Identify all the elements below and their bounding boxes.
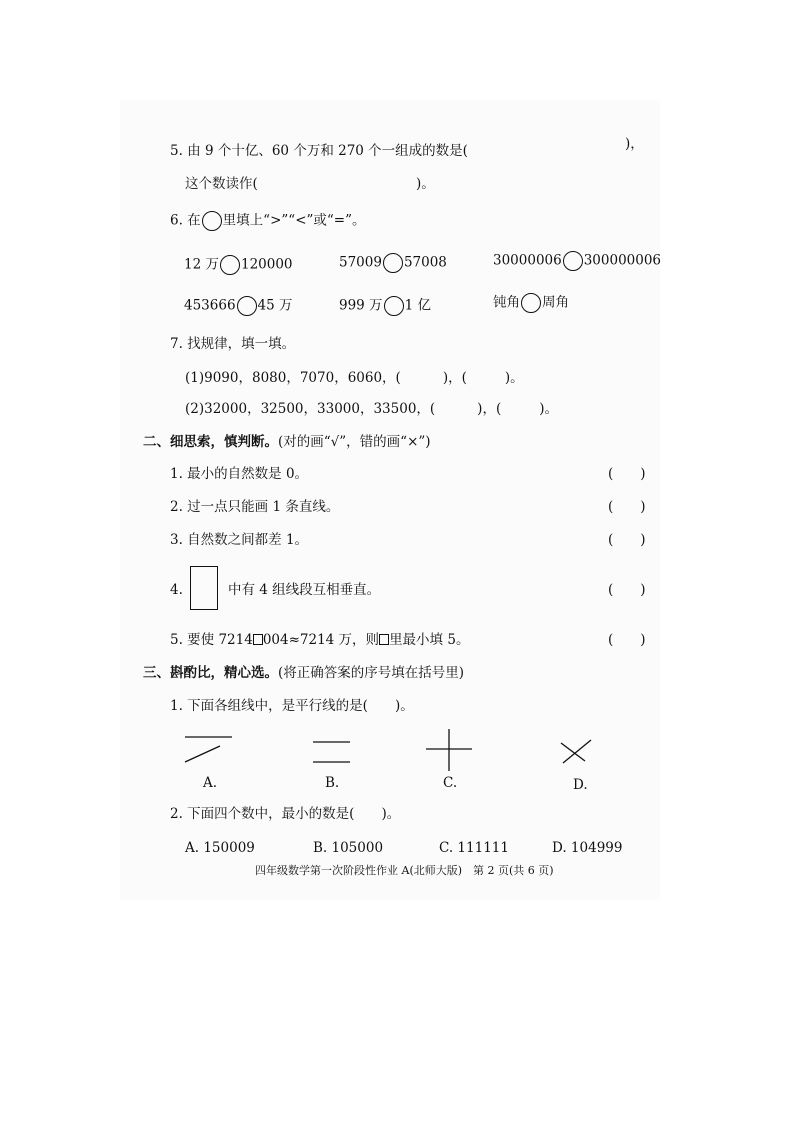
pair-right: 45 万 — [257, 297, 293, 314]
judge-item-5 — [170, 632, 469, 648]
section2-note: (对的画“√”，错的画“×”) — [278, 434, 431, 450]
page-footer: 四年级数学第一次阶段性作业 A(北师大版) 第 2 页(共 6 页) — [255, 864, 554, 877]
pair-right: 300000006 — [583, 252, 662, 269]
pair-right: 1 亿 — [404, 297, 431, 314]
q7-line1 — [185, 370, 524, 386]
answer-circle[interactable] — [383, 253, 403, 273]
pair-left: 30000006 — [493, 252, 562, 269]
judge-item-5-a: 5. 要使 7214 — [170, 632, 253, 648]
option-a-label: A. — [203, 775, 218, 791]
pair-left: 57009 — [339, 254, 382, 271]
q7-line1-b: )，( — [442, 370, 467, 386]
option-c-label: C. — [443, 775, 458, 791]
figure-c-lines — [420, 725, 480, 775]
answer-circle[interactable] — [521, 293, 541, 313]
judge-item-2: 2. 过一点只能画 1 条直线。 — [170, 499, 340, 515]
judge-item-4: 中有 4 组线段互相垂直。 — [228, 582, 381, 598]
judge-item-5-c: 里最小填 5。 — [389, 632, 470, 648]
option-d-label: D. — [573, 777, 588, 793]
section2-title: 二、细思索，慎判断。 — [143, 434, 278, 450]
judge-blank-3[interactable]: ( ) — [608, 532, 646, 548]
answer-circle[interactable] — [220, 255, 240, 275]
pair-left: 999 万 — [339, 297, 383, 314]
q6-pair-6 — [493, 293, 569, 313]
digit-box — [253, 634, 263, 645]
q6-pair-1 — [184, 255, 293, 275]
pair-left: 453666 — [184, 297, 236, 314]
judge-blank-4[interactable]: ( ) — [608, 582, 646, 598]
q6-pair-5 — [339, 296, 431, 316]
figure-a-lines — [180, 730, 240, 770]
judge-item-4-num: 4. — [170, 582, 183, 598]
pair-left: 12 万 — [184, 256, 219, 273]
figure-b-lines — [305, 730, 365, 770]
q7-line1-c: )。 — [504, 370, 524, 386]
q6-title-pre: 6. 在 — [170, 212, 201, 229]
choice-q1: 1. 下面各组线中，是平行线的是( )。 — [170, 698, 414, 714]
compare-circle-icon — [202, 211, 222, 231]
judge-blank-2[interactable]: ( ) — [608, 499, 646, 515]
q7-line2-a: (2)32000，32500，33000，33500，( — [185, 401, 436, 417]
option-b-label: B. — [325, 775, 340, 791]
answer-circle[interactable] — [563, 251, 583, 271]
section2-heading — [143, 434, 431, 450]
pair-right: 57008 — [403, 254, 447, 271]
q2-option-d: D. 104999 — [552, 840, 623, 856]
rectangle-figure — [190, 566, 218, 610]
pair-right: 120000 — [240, 256, 293, 273]
q2-option-a: A. 150009 — [185, 840, 255, 856]
q7-line2-b: )，( — [477, 401, 502, 417]
q6-pair-4 — [184, 296, 293, 316]
figure-a-line-2 — [185, 746, 220, 762]
figure-d-line-2 — [563, 740, 591, 763]
q2-option-b: B. 105000 — [313, 840, 384, 856]
figure-d-lines — [555, 735, 605, 775]
digit-box — [379, 634, 389, 645]
q6-title-post: 里填上“>”“<”或“=”。 — [222, 212, 366, 229]
q6-pair-2 — [339, 253, 447, 273]
q7-line2-c: )。 — [539, 401, 558, 417]
q5-line1: 5. 由 9 个十亿、60 个万和 270 个一组成的数是( — [170, 143, 468, 159]
judge-blank-5[interactable]: ( ) — [608, 632, 646, 648]
q7-line2 — [185, 401, 558, 417]
q7-line1-a: (1)9090，8080，7070，6060，( — [185, 370, 401, 386]
q7-title: 7. 找规律，填一填。 — [170, 336, 296, 352]
q5-line2-open: 这个数读作( — [185, 176, 258, 192]
choice-q2: 2. 下面四个数中，最小的数是( )。 — [170, 806, 401, 822]
judge-blank-1[interactable]: ( ) — [608, 466, 646, 482]
pair-right: 周角 — [542, 294, 569, 311]
answer-circle[interactable] — [384, 296, 404, 316]
section3-note: (将正确答案的序号填在括号里) — [278, 665, 465, 681]
judge-item-1: 1. 最小的自然数是 0。 — [170, 466, 309, 482]
section3-title: 三、斟酌比，精心选。 — [143, 665, 278, 681]
q5-line2-close: )。 — [416, 176, 435, 192]
q5-line1-close: )， — [625, 136, 644, 152]
figure-d-line-1 — [561, 743, 585, 761]
q6-title — [170, 211, 366, 231]
answer-circle[interactable] — [237, 296, 257, 316]
judge-item-5-b: 004≈7214 万，则 — [262, 632, 380, 648]
q2-option-c: C. 111111 — [439, 840, 509, 856]
pair-left: 钝角 — [493, 294, 520, 311]
section3-heading — [143, 665, 464, 681]
judge-item-3: 3. 自然数之间都差 1。 — [170, 532, 309, 548]
q6-pair-3 — [493, 251, 661, 271]
